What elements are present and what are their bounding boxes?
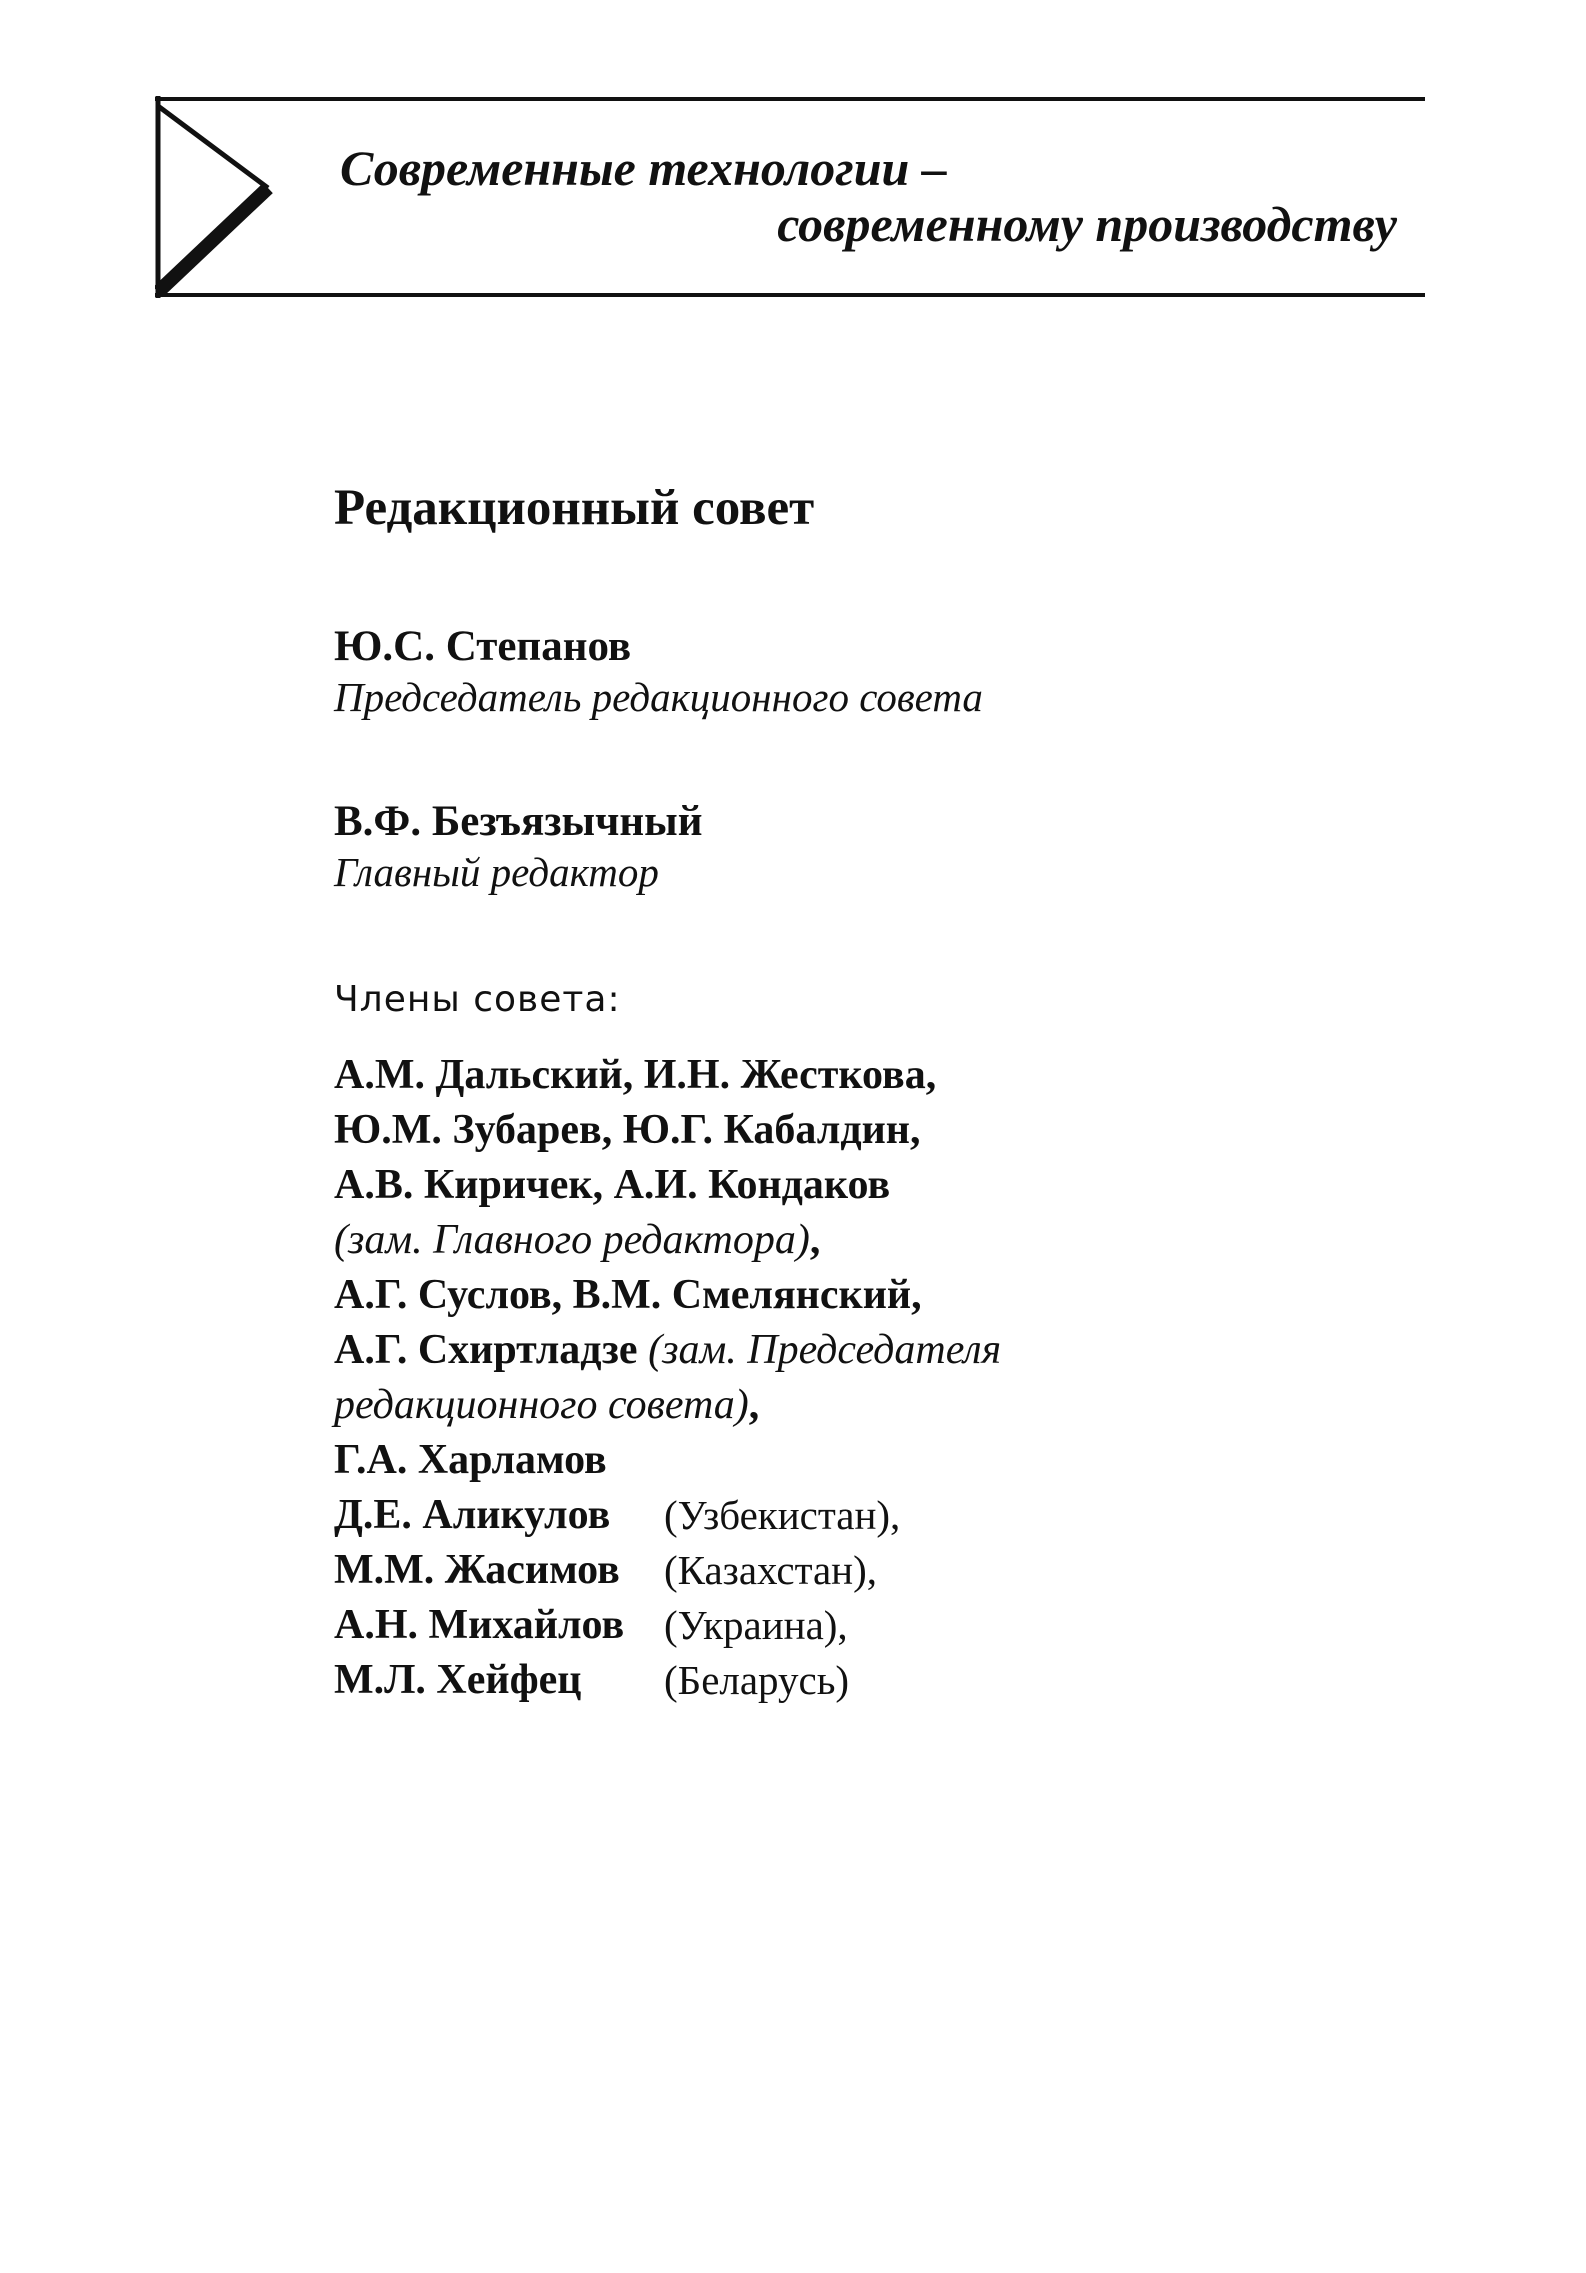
members-line-5: А.Г. Суслов, В.М. Смелянский, [334, 1272, 922, 1318]
board-heading: Редакционный совет [334, 480, 815, 536]
members-line-7-tail: , [748, 1382, 760, 1428]
foreign-member-name: М.Л. Хейфец [334, 1657, 582, 1703]
editor-block [334, 797, 702, 897]
editor-name: В.Ф. Безъязычный [334, 798, 703, 845]
members-list [334, 1048, 1001, 1708]
deputy-editor-note: (зам. Главного редактора) [334, 1217, 810, 1263]
chair-block [334, 622, 983, 722]
foreign-members [334, 1488, 1001, 1708]
series-banner [155, 96, 1425, 298]
members-line-7 [334, 1378, 1001, 1433]
members-line-1: А.М. Дальский, И.Н. Жесткова, [334, 1052, 937, 1098]
chair-name: Ю.С. Степанов [334, 623, 632, 670]
foreign-member-name: Д.Е. Аликулов [334, 1492, 611, 1538]
chair-role: Председатель редакционного совета [334, 674, 983, 720]
series-title-line-2: современному производству [777, 196, 1397, 252]
members-line-3: А.В. Киричек, А.И. Кондаков [334, 1162, 891, 1208]
foreign-member-country: (Узбекистан), [664, 1492, 901, 1538]
members-line-8: Г.А. Харламов [334, 1437, 607, 1483]
editor-role: Главный редактор [334, 849, 659, 895]
foreign-member-name: М.М. Жасимов [334, 1547, 620, 1593]
foreign-member-name: А.Н. Михайлов [334, 1602, 625, 1648]
members-line-4 [334, 1213, 1001, 1268]
members-line-2: Ю.М. Зубарев, Ю.Г. Кабалдин, [334, 1107, 921, 1153]
deputy-chair-note-end: редакционного совета) [334, 1382, 749, 1428]
foreign-member-country: (Беларусь) [664, 1657, 850, 1703]
members-line-6-name: А.Г. Схиртладзе [334, 1327, 638, 1373]
members-label: Члены совета: [334, 979, 621, 1020]
foreign-member-country: (Украина), [664, 1602, 848, 1648]
members-line-4-tail: , [809, 1217, 821, 1263]
foreign-member-country: (Казахстан), [664, 1547, 878, 1593]
members-line-6 [334, 1323, 1001, 1378]
series-title-line-1: Современные технологии – [340, 140, 947, 196]
deputy-chair-note-start: (зам. Председателя [637, 1327, 1002, 1373]
